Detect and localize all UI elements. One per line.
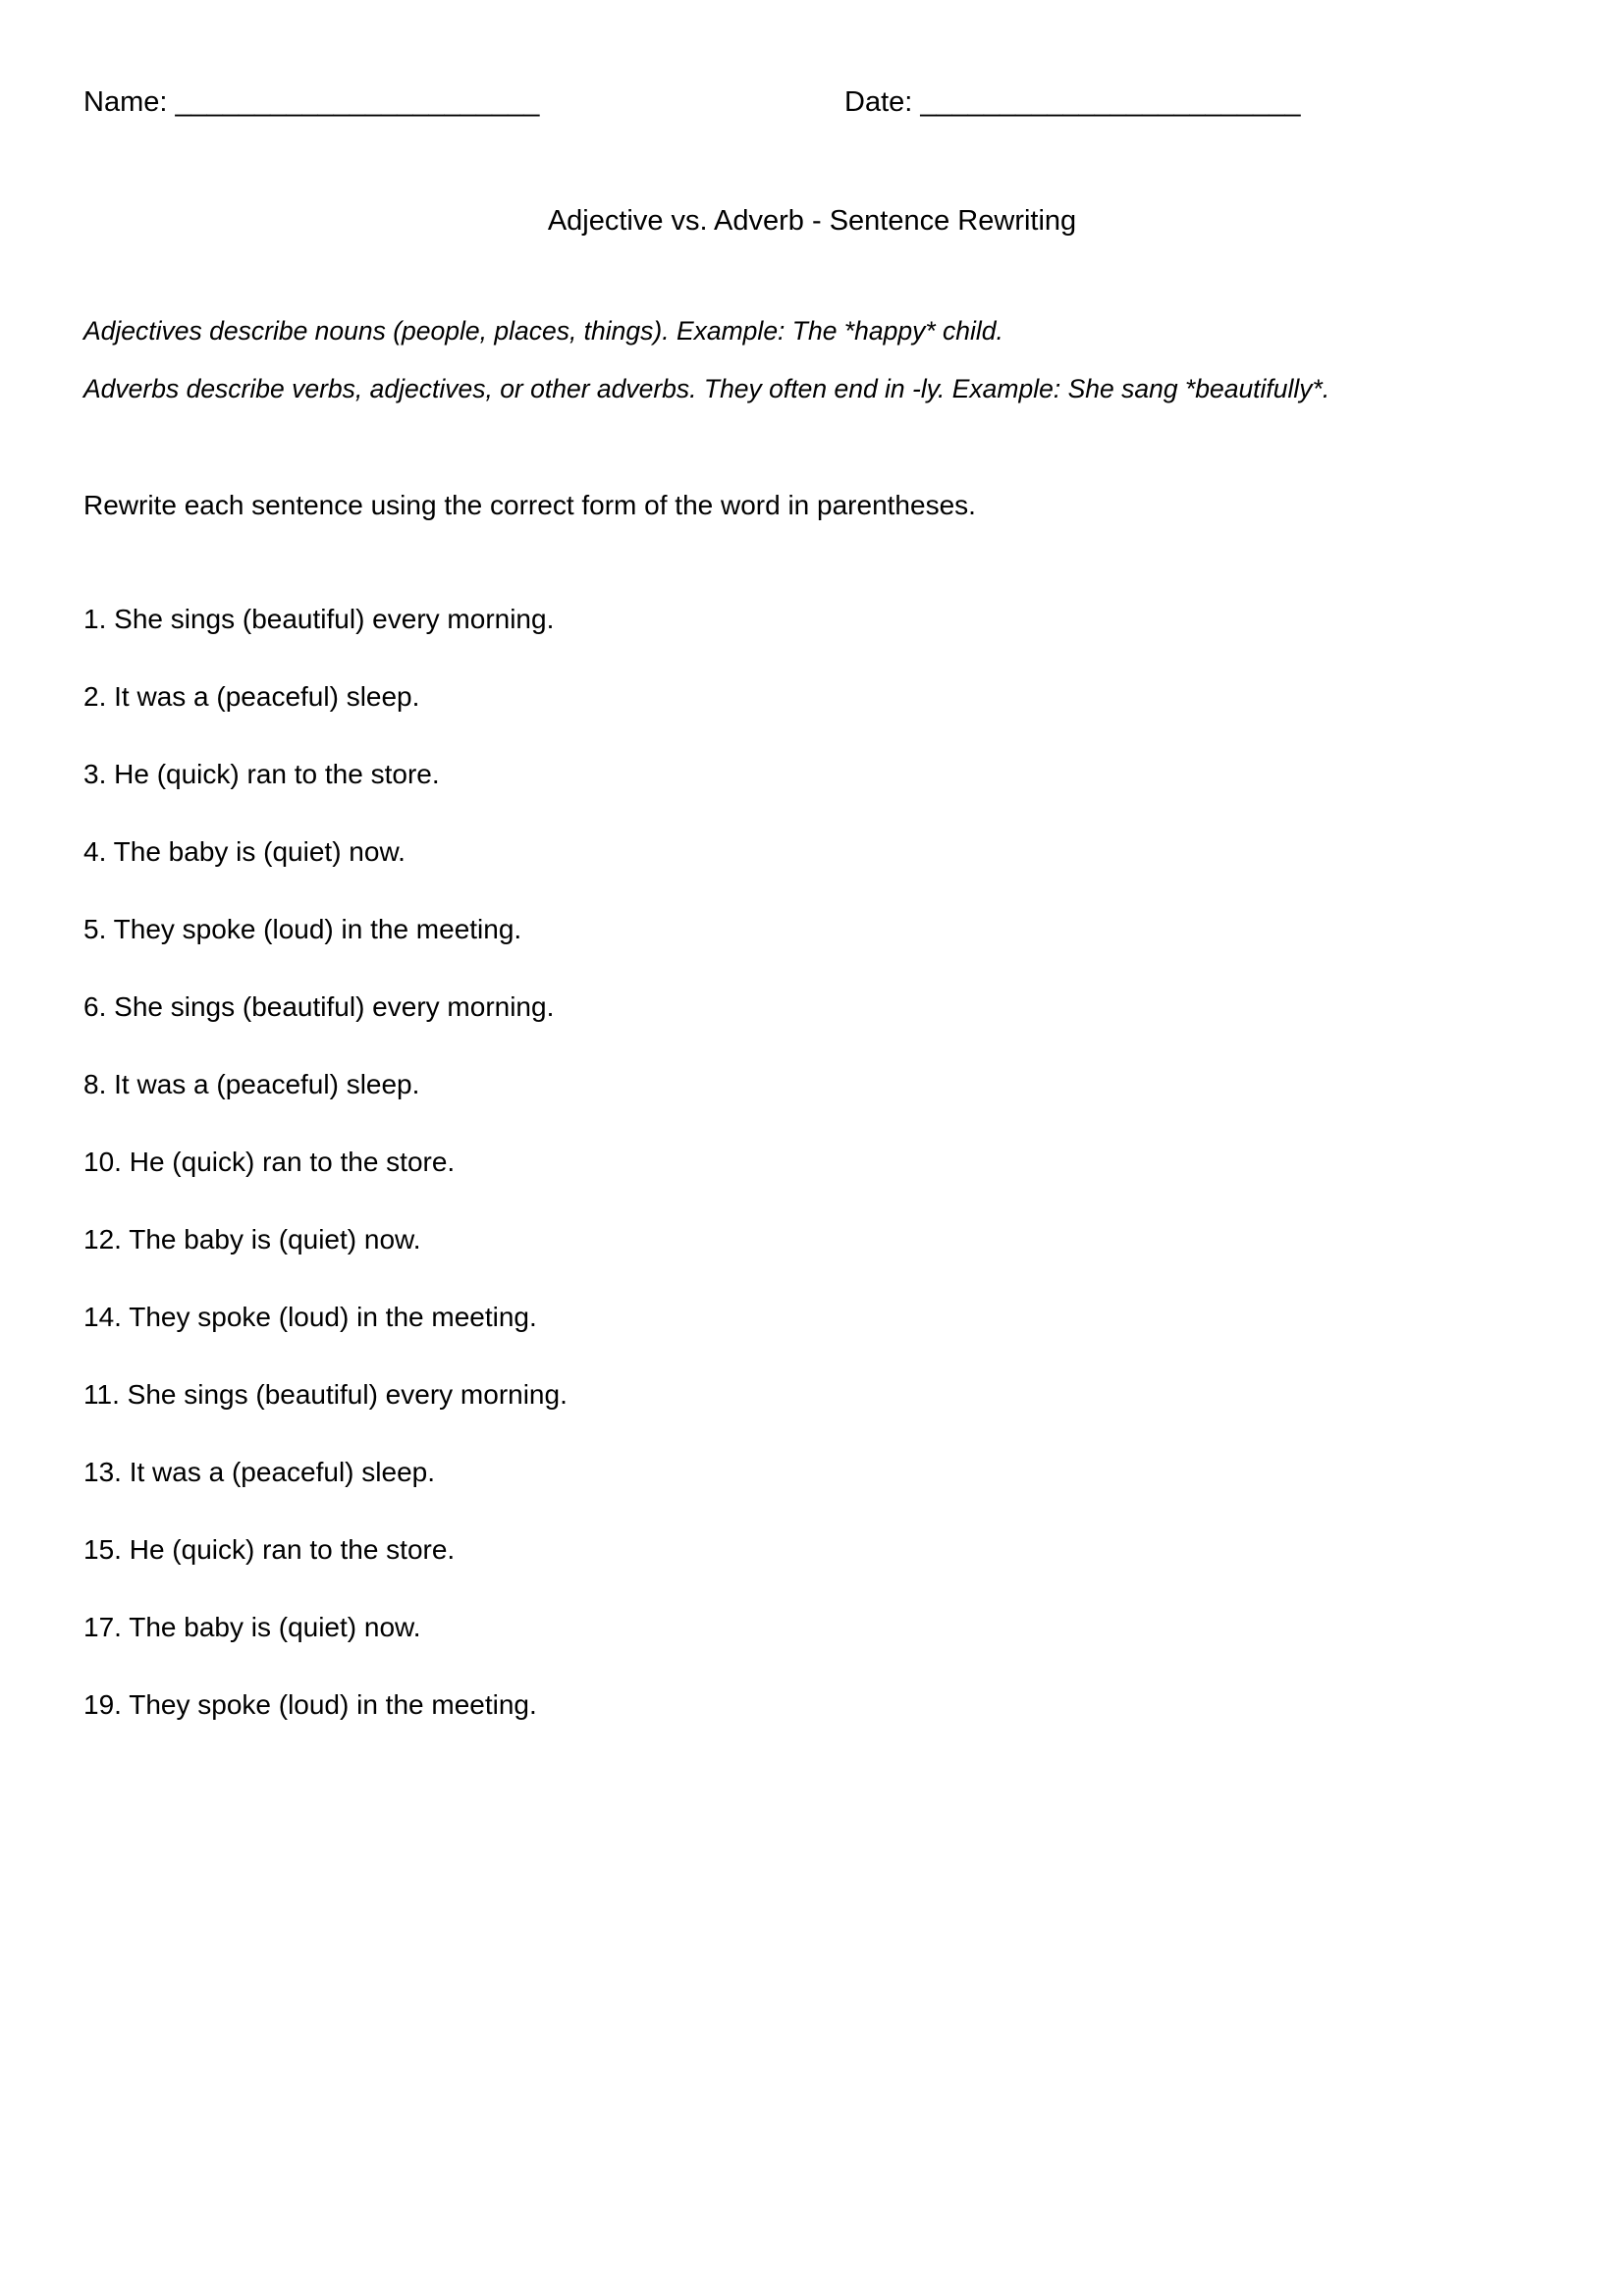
item-text: He (quick) ran to the store. xyxy=(114,759,440,789)
name-field[interactable]: Name: _______________________ xyxy=(83,86,540,118)
list-item xyxy=(83,678,1537,756)
list-item xyxy=(83,988,1537,1066)
item-text: The baby is (quiet) now. xyxy=(129,1612,421,1642)
list-item xyxy=(83,1221,1537,1299)
list-item xyxy=(83,1066,1537,1144)
item-number: 4. xyxy=(83,836,107,867)
item-number: 13. xyxy=(83,1457,122,1487)
list-item xyxy=(83,1686,1537,1764)
list-item xyxy=(83,1376,1537,1454)
item-number: 15. xyxy=(83,1534,122,1565)
item-number: 19. xyxy=(83,1689,122,1720)
list-item xyxy=(83,833,1537,911)
item-text: They spoke (loud) in the meeting. xyxy=(113,914,522,944)
item-text: It was a (peaceful) sleep. xyxy=(114,681,420,712)
item-number: 5. xyxy=(83,914,107,944)
item-number: 3. xyxy=(83,759,107,789)
item-number: 8. xyxy=(83,1069,107,1099)
list-item xyxy=(83,601,1537,678)
item-text: He (quick) ran to the store. xyxy=(129,1534,456,1565)
item-number: 12. xyxy=(83,1224,122,1255)
item-text: The baby is (quiet) now. xyxy=(113,836,406,867)
item-number: 2. xyxy=(83,681,107,712)
list-item xyxy=(83,1609,1537,1686)
item-text: It was a (peaceful) sleep. xyxy=(114,1069,420,1099)
item-number: 6. xyxy=(83,991,107,1022)
item-number: 17. xyxy=(83,1612,122,1642)
item-number: 11. xyxy=(83,1379,120,1410)
list-item xyxy=(83,911,1537,988)
item-text: The baby is (quiet) now. xyxy=(129,1224,421,1255)
item-text: She sings (beautiful) every morning. xyxy=(114,991,555,1022)
list-item xyxy=(83,756,1537,833)
instruction-text: Rewrite each sentence using the correct form of the word in parentheses. xyxy=(83,490,976,520)
item-text: She sings (beautiful) every morning. xyxy=(114,604,555,634)
list-item xyxy=(83,1299,1537,1376)
definition-adverb: Adverbs describe verbs, adjectives, or other adverbs. They often end in -ly. Example: She sang *beautifully*. xyxy=(83,374,1330,403)
item-number: 14. xyxy=(83,1302,122,1332)
item-text: He (quick) ran to the store. xyxy=(129,1147,456,1177)
date-field[interactable]: Date: ________________________ xyxy=(844,86,1301,118)
list-item xyxy=(83,1454,1537,1531)
item-number: 1. xyxy=(83,604,107,634)
item-number: 10. xyxy=(83,1147,122,1177)
item-text: She sings (beautiful) every morning. xyxy=(127,1379,568,1410)
item-text: They spoke (loud) in the meeting. xyxy=(129,1302,537,1332)
exercise-list xyxy=(83,601,1537,1764)
page-title: Adjective vs. Adverb - Sentence Rewriting xyxy=(547,205,1077,237)
definition-adjective: Adjectives describe nouns (people, places, things). Example: The *happy* child. xyxy=(83,316,1003,346)
student-info-header xyxy=(83,83,1537,123)
list-item xyxy=(83,1144,1537,1221)
list-item xyxy=(83,1531,1537,1609)
item-text: It was a (peaceful) sleep. xyxy=(129,1457,435,1487)
item-text: They spoke (loud) in the meeting. xyxy=(129,1689,537,1720)
